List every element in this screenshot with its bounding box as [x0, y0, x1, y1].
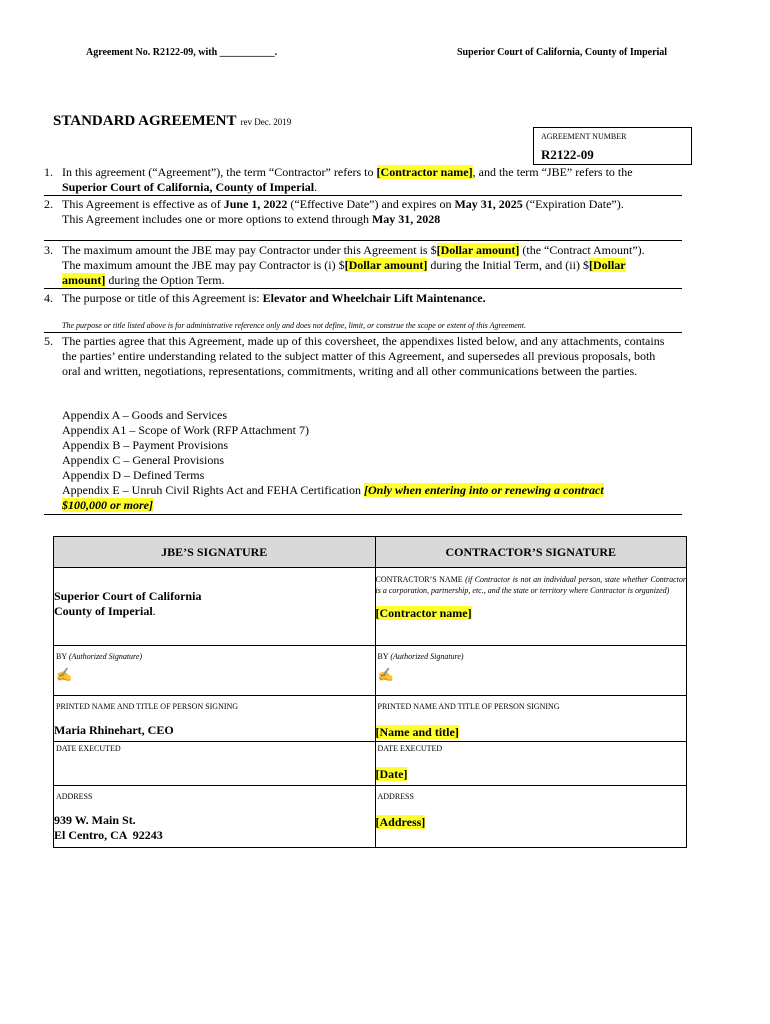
title-rev: rev Dec. 2019 — [240, 117, 292, 127]
appendix-item: Appendix D – Defined Terms — [62, 468, 205, 482]
divider — [44, 240, 682, 241]
item-1-text-a: In this agreement (“Agreement”), the term “Contractor” refers to — [62, 165, 377, 179]
signature-table — [53, 536, 687, 848]
contractor-printed-label: PRINTED NAME AND TITLE OF PERSON SIGNING — [377, 702, 560, 711]
appendix-item — [62, 483, 662, 498]
expiration-date: May 31, 2025 — [454, 197, 523, 211]
contractor-by-note: (Authorized Signature) — [390, 652, 464, 661]
item-2-number: 2. — [44, 197, 53, 211]
jbe-address-line-1: 939 W. Main St. — [54, 813, 136, 827]
contractor-name-cell — [375, 568, 687, 646]
jbe-by-cell — [54, 646, 376, 696]
item-3-text-e: during the Option Term. — [105, 273, 225, 287]
contractor-by-text: BY — [377, 652, 389, 661]
item-3-number: 3. — [44, 243, 53, 257]
item-2 — [44, 197, 694, 227]
contract-amount-placeholder: [Dollar amount] — [436, 243, 520, 257]
item-2-text-c: (“Expiration Date”). — [522, 197, 624, 211]
contractor-name-placeholder: [Contractor name] — [376, 165, 473, 179]
jbe-printed-name: Maria Rhinehart, CEO — [54, 723, 174, 737]
jbe-address-line-2: El Centro, CA 92243 — [54, 828, 163, 842]
agreement-number-value: R2122-09 — [541, 147, 594, 162]
jbe-name-line-2: County of Imperial — [54, 604, 153, 618]
divider — [44, 514, 682, 515]
jbe-printed-cell — [54, 696, 376, 742]
jbe-address-label: ADDRESS — [56, 792, 93, 801]
appendix-list — [62, 408, 662, 513]
contractor-name-label: CONTRACTOR’S NAME — [375, 575, 463, 584]
item-4-text: The purpose or title of this Agreement is: — [62, 291, 263, 305]
appendix-item: Appendix A – Goods and Services — [62, 408, 227, 422]
contractor-signature-pen-icon[interactable]: ✍ — [377, 667, 394, 682]
jbe-by-text: BY — [56, 652, 67, 661]
item-3-text-c: The maximum amount the JBE may pay Contractor is (i) $ — [62, 258, 345, 272]
agreement-number-label: AGREEMENT NUMBER — [541, 132, 627, 141]
item-5 — [44, 334, 669, 379]
contractor-name-label-block — [376, 574, 687, 596]
contractor-address-label: ADDRESS — [377, 792, 414, 801]
purpose-note: The purpose or title listed above is for administrative reference only and does not define, limit, or construe the scope or extent of this Agreement. — [62, 321, 526, 330]
header-agreement-line: Agreement No. R2122-09, with ___________. — [86, 47, 278, 58]
item-1-period: . — [314, 180, 318, 194]
item-2-text-a: This Agreement is effective as of — [62, 197, 224, 211]
item-4 — [44, 291, 694, 306]
appendix-item — [62, 498, 662, 513]
jbe-date-label: DATE EXECUTED — [56, 744, 121, 753]
item-5-text: The parties agree that this Agreement, made up of this coversheet, the appendixes listed below, and any attachments, contains the parties’ entire understanding related to the subject matter of this Agreement, and supersedes all previous proposals, both oral and written, negotiations, representations, commitments, writing and all other communications between the parties. — [62, 334, 665, 378]
contractor-printed-name-field[interactable]: [Name and title] — [375, 725, 459, 739]
item-2-text-b: (“Effective Date”) and expires on — [287, 197, 455, 211]
page-title — [53, 112, 291, 130]
jbe-printed-label: PRINTED NAME AND TITLE OF PERSON SIGNING — [56, 702, 239, 711]
jbe-name-line-1: Superior Court of California — [54, 589, 202, 603]
jbe-signature-header: JBE’S SIGNATURE — [54, 537, 376, 568]
item-1 — [44, 165, 694, 195]
agreement-purpose: Elevator and Wheelchair Lift Maintenance. — [262, 291, 486, 305]
option-amount-placeholder-cont: amount] — [62, 273, 106, 287]
contractor-by-label — [376, 652, 687, 661]
appendix-item: Appendix B – Payment Provisions — [62, 438, 229, 452]
jbe-signature-pen-icon[interactable]: ✍ — [56, 667, 73, 682]
jbe-address-cell — [54, 786, 376, 848]
header-court-line: Superior Court of California, County of Imperial — [457, 47, 668, 58]
contractor-by-cell — [375, 646, 687, 696]
contractor-address-field[interactable]: [Address] — [375, 815, 426, 829]
option-date: May 31, 2028 — [371, 212, 441, 226]
item-2-text-d: This Agreement includes one or more options to extend through — [62, 212, 372, 226]
contractor-date-cell — [375, 742, 687, 786]
agreement-number-box — [533, 127, 692, 165]
item-3-text-a: The maximum amount the JBE may pay Contractor under this Agreement is $ — [62, 243, 437, 257]
option-amount-placeholder: [Dollar — [588, 258, 626, 272]
item-4-number: 4. — [44, 291, 53, 305]
effective-date: June 1, 2022 — [223, 197, 288, 211]
contractor-printed-cell — [375, 696, 687, 742]
jbe-by-note: (Authorized Signature) — [68, 652, 143, 661]
initial-amount-placeholder: [Dollar amount] — [344, 258, 428, 272]
divider — [44, 195, 682, 196]
item-3 — [44, 243, 694, 288]
item-3-text-d: during the Initial Term, and (ii) $ — [427, 258, 589, 272]
title-main: STANDARD AGREEMENT — [53, 113, 237, 129]
jbe-name: Superior Court of California, County of Imperial — [62, 180, 315, 194]
contractor-name-note: (if Contractor is not an individual person, state whether Contractor is a corporation, partnership, etc., and the state or territory where Contractor is organized) — [375, 575, 687, 595]
divider — [44, 332, 682, 333]
item-1-text-b: , and the term “JBE” refers to the — [472, 165, 633, 179]
item-5-number: 5. — [44, 334, 53, 348]
jbe-name-cell — [54, 568, 376, 646]
jbe-by-label — [54, 652, 375, 661]
contractor-signature-header: CONTRACTOR’S SIGNATURE — [375, 537, 687, 568]
appendix-item: Appendix A1 – Scope of Work (RFP Attachment 7) — [62, 423, 310, 437]
contractor-address-cell — [375, 786, 687, 848]
contractor-name-field[interactable]: [Contractor name] — [375, 606, 472, 620]
jbe-name-period: . — [152, 604, 156, 618]
contractor-date-field[interactable]: [Date] — [375, 767, 408, 781]
contractor-date-label: DATE EXECUTED — [377, 744, 443, 753]
jbe-date-cell — [54, 742, 376, 786]
item-1-number: 1. — [44, 165, 53, 179]
appendix-e-note-cont: $100,000 or more] — [62, 498, 153, 512]
appendix-e-label: Appendix E – Unruh Civil Rights Act and FEHA Certification — [62, 483, 364, 497]
item-3-text-b: (the “Contract Amount”). — [519, 243, 645, 257]
jbe-address — [54, 813, 375, 843]
appendix-item: Appendix C – General Provisions — [62, 453, 224, 467]
divider — [44, 288, 682, 289]
appendix-e-note: [Only when entering into or renewing a contract — [363, 483, 604, 497]
